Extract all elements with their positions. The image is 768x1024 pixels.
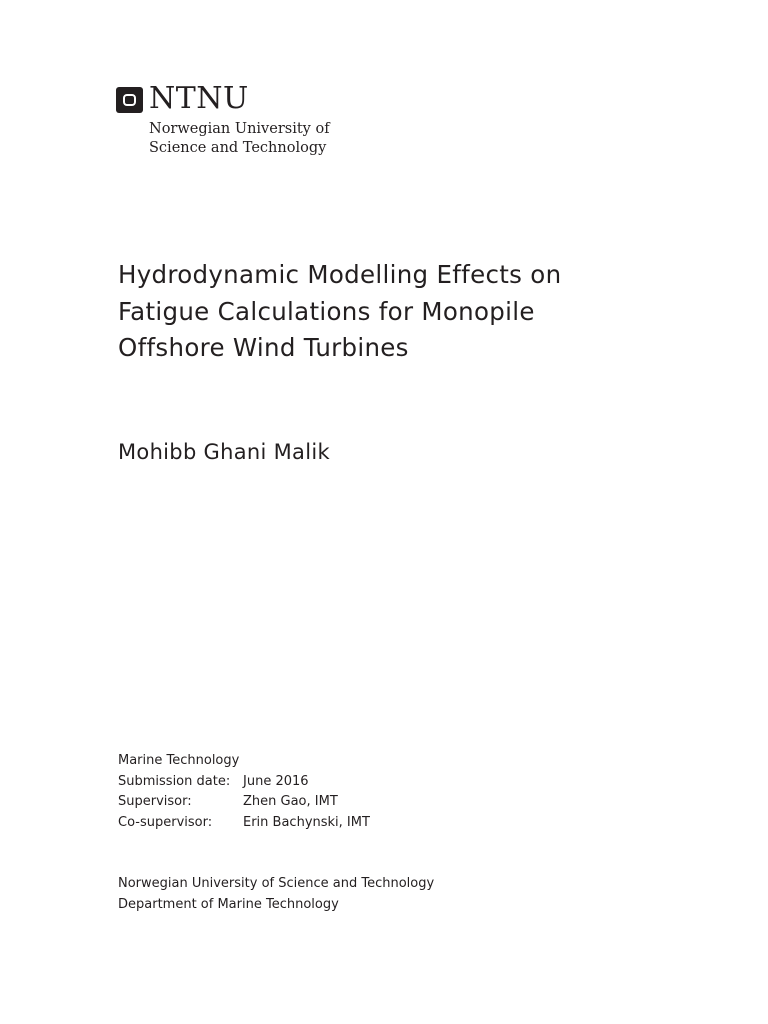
logo-subtitle-line: Science and Technology (149, 140, 327, 156)
meta-label: Co-supervisor: (118, 814, 213, 830)
author-name: Mohibb Ghani Malik (118, 440, 330, 464)
supervisor-row (118, 792, 370, 813)
submission-date-row (118, 772, 370, 793)
title-line: Hydrodynamic Modelling Effects on (118, 260, 562, 289)
logo-subtitle (149, 120, 330, 158)
meta-value: June 2016 (243, 773, 309, 789)
ntnu-logo-icon (116, 87, 143, 113)
co-supervisor-row (118, 813, 370, 834)
title-line: Offshore Wind Turbines (118, 333, 409, 362)
thesis-title (118, 257, 678, 367)
department-name: Department of Marine Technology (118, 896, 339, 912)
university-name: Norwegian University of Science and Technology (118, 876, 435, 891)
title-line: Fatigue Calculations for Monopile (118, 296, 535, 326)
logo-wordmark: NTNU (149, 81, 249, 116)
meta-value: Zhen Gao, IMT (243, 794, 338, 809)
meta-label: Submission date: (118, 773, 231, 789)
institution-block (118, 874, 434, 915)
logo-subtitle-line: Norwegian University of (149, 121, 330, 137)
thesis-metadata (118, 751, 370, 833)
programme: Marine Technology (118, 753, 240, 768)
meta-label: Supervisor: (118, 794, 192, 809)
meta-value: Erin Bachynski, IMT (243, 814, 370, 830)
